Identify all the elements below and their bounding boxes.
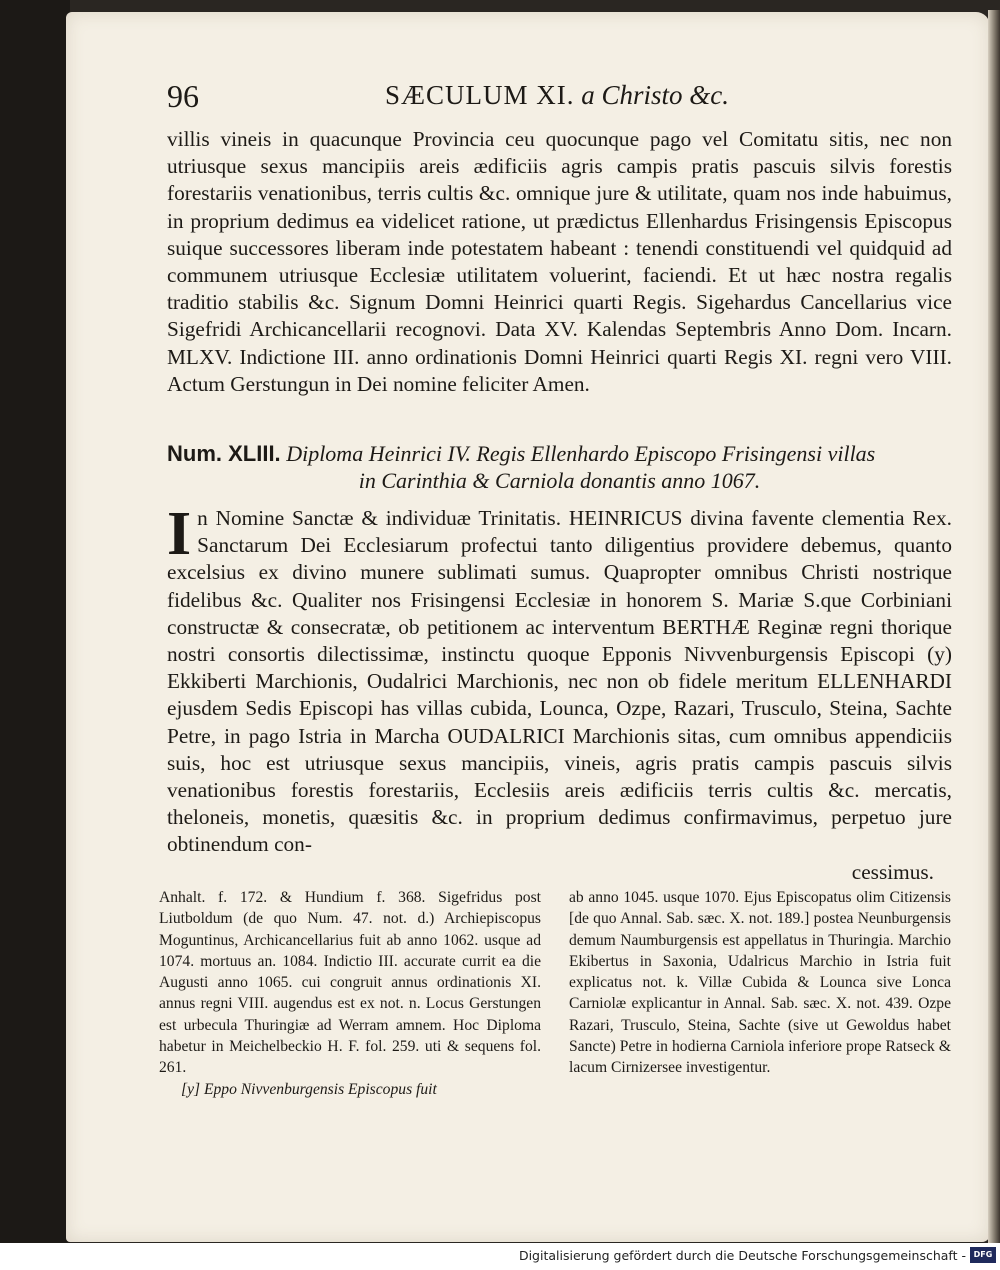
running-head-rest: a Christo &c. [581, 80, 730, 110]
page-header [167, 78, 952, 118]
document-title-line2: in Carinthia & Carniola donantis anno 1067. [358, 468, 761, 493]
page-edge [988, 10, 1000, 1245]
footer-credit: Digitalisierung gefördert durch die Deutsche Forschungsgemeinschaft - [518, 1248, 966, 1263]
diploma-body: n Nomine Sanctæ & individuæ Trinitatis. HEINRICUS divina favente clementia Rex. Sanctarum Dei Ecclesiarum profectui tanto diligentius providere debemus, quanto excelsius ex divino munere sublimati sumus. Quapropter omnibus Christi nostrique fidelibus &c. Qualiter nos Frisingensi Ecclesiæ in honorem S. Mariæ S.que Corbiniani constructæ & consecratæ, ob petitionem ac interventum BERTHÆ Reginæ regni thorique nostri consortis dilectissimæ, instinctu quoque Epponis Nivvenburgensis Episcopi (y) Ekkiberti Marchionis, Oudalrici Marchionis, nec non ob fidele meritum ELLENHARDI ejusdem Sedis Episcopi has villas cubida, Lounca, Ozpe, Razari, Trusculo, Steina, Sachte Petre, in pago Istria in Marcha OUDALRICI Marchionis sitas, cum omnibus appendiciis suis, hoc est utriusque sexus mancipiis, vineis, agris pratis campis pascuis silvis venationibus forestis forestariis, Ecclesiis areis ædificiis terris cultis &c. mercatis, theloneis, monetis, quæsitis &c. in proprium dedimus confirmavimus, perpetuo jure obtinendum con- [167, 506, 952, 857]
dfg-logo-icon: DFG [970, 1247, 996, 1263]
diploma-last-word: cessimus. [851, 859, 934, 884]
paragraph-continuation: villis vineis in quacunque Provincia ceu quocunque pago vel Comitatu sitis, nec non utriusque sexus mancipiis areis ædificiis agris campis pratis pascuis silvis forestis forestariis venationibus, terris cultis &c. omnique jure & utilitate, quam nos inde habuimus, in proprium dedimus ea videlicet ratione, ut prædictus Ellenhardus Frisingensis Episcopus suique successores liberam inde potestatem habeant : tenendi constituendi vel quidquid ad communem utriusque Ecclesiæ utilitatem voluerint, faciendi. Et ut hæc nostra regalis traditio stabilis &c. Signum Domni Heinrici quarti Regis. Sigehardus Cancellarius vice Sigefridi Archicancellarii recognovi. Data XV. Kalendas Septembris Anno Dom. Incarn. MLXV. Indictione III. anno ordinationis Domni Heinrici quarti Regis XI. regni vero VIII. Actum Gerstungun in Dei nomine feliciter Amen. [167, 127, 952, 396]
document-heading [167, 440, 952, 494]
footnotes-right-column: ab anno 1045. usque 1070. Ejus Episcopatus olim Citizensis [de quo Annal. Sab. sæc. X. not. 189.] postea Neunburgensis demum Naumburgensis est appellatus in Thuringia. Marchio Ekibertus in Saxonia, Udalricus Marchio in Istria fuit explicatus not. k. Villæ Cubida & Lounca sive Lonca Carniolæ explicantur in Annal. Sab. sæc. X. not. 439. Ozpe Razari, Trusculo, Steina, Sachte (sive ut Gewoldus habet Sancte) Petre in hodierna Carniola inferiore prope Ratseck & lacum Cirnizersee investigentur. [569, 889, 951, 1077]
running-head [385, 80, 729, 111]
running-head-caps: SÆCULUM XI. [385, 80, 575, 110]
footnote-left-text: Anhalt. f. 172. & Hundium f. 368. Sigefridus post Liutboldum (de quo Num. 47. not. d.) Archiepiscopus Moguntinus, Archicancellarius fuit ab anno 1062. usque ad 1074. mortuus an. 1084. Indictio III. accurate currit ea die Augusti anno 1065. cui congruit annus ordinationis XI. annus regni VIII. augendus est ex not. n. Locus Gerstungen est urbecula Thuringiæ ad Werram amnem. Hoc Diploma habetur in Meichelbeckio H. F. fol. 259. uti & sequens fol. 261. [159, 889, 541, 1077]
drop-cap: I [167, 500, 192, 568]
document-title-line1: Diploma Heinrici IV. Regis Ellenhardo Episcopo Frisingensi villas [286, 441, 876, 466]
document-number: Num. XLIII. [167, 441, 281, 466]
book-gutter [0, 0, 70, 1250]
footnotes-left-column [159, 887, 541, 1100]
page-number: 96 [167, 78, 199, 114]
diploma-text [167, 500, 952, 886]
footnote-y: [y] Eppo Nivvenburgensis Episcopus fuit [181, 1080, 437, 1098]
